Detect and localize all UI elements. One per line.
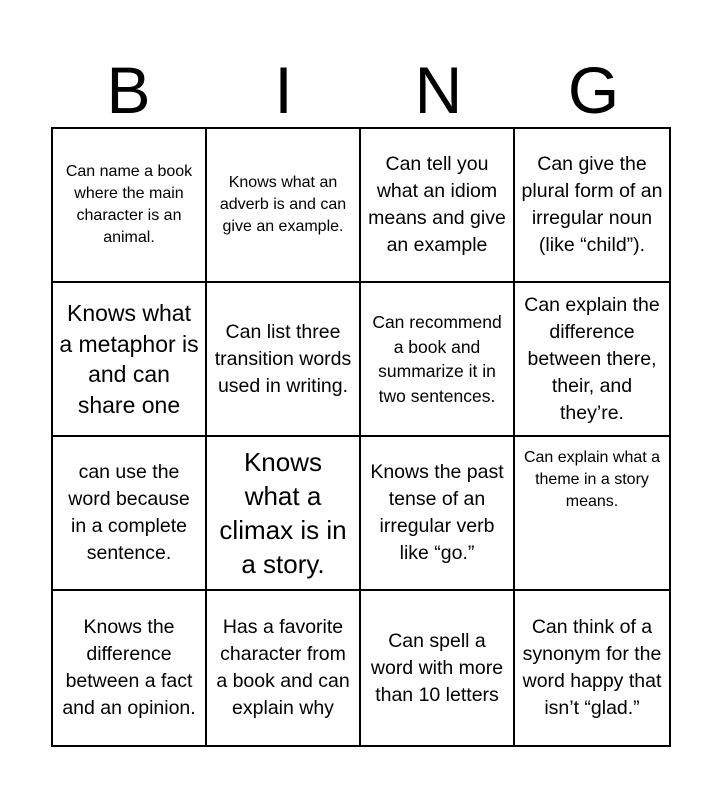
cell-text: Can explain what a theme in a story means.: [523, 449, 661, 510]
header-letter-g: G: [567, 53, 620, 127]
cell-text: Knows what an adverb is and can give an example.: [219, 174, 347, 235]
bingo-cell[interactable]: [207, 129, 361, 283]
bingo-cell[interactable]: [53, 437, 207, 591]
bingo-cell[interactable]: [515, 437, 669, 591]
cell-text: Can spell a word with more than 10 letters: [370, 629, 504, 706]
bingo-cell[interactable]: [361, 437, 515, 591]
cell-text: Knows the past tense of an irregular verb like “go.”: [370, 461, 504, 564]
cell-text: Can explain the difference between there, their, and they’re.: [524, 293, 660, 424]
bingo-cell[interactable]: [53, 591, 207, 745]
bingo-cell[interactable]: [207, 591, 361, 745]
bingo-cell[interactable]: [361, 129, 515, 283]
bingo-cell[interactable]: [361, 591, 515, 745]
cell-text: Can name a book where the main character is an animal.: [65, 163, 193, 246]
cell-text: Can list three transition words used in writing.: [214, 320, 352, 397]
cell-text: Can think of a synonym for the word happy that isn’t “glad.”: [522, 616, 662, 719]
cell-text: Can recommend a book and summarize it in two sentences.: [372, 312, 502, 406]
cell-text: Can give the plural form of an irregular noun (like “child”).: [521, 153, 663, 256]
header-letter-i: I: [274, 53, 293, 127]
cell-text: Has a favorite character from a book and can explain why: [216, 616, 350, 719]
bingo-grid: [51, 127, 671, 747]
bingo-cell[interactable]: [515, 591, 669, 745]
header-letter-b: B: [106, 53, 151, 127]
bingo-cell[interactable]: [207, 283, 361, 437]
bingo-cell[interactable]: [53, 129, 207, 283]
cell-text: can use the word because in a complete sentence.: [68, 461, 190, 564]
cell-text: Knows what a metaphor is and can share one: [59, 300, 199, 418]
bingo-cell[interactable]: [361, 283, 515, 437]
cell-text: Knows what a climax is in a story.: [219, 447, 347, 579]
cell-text: Can tell you what an idiom means and give an example: [368, 153, 506, 256]
header-letter-n: N: [414, 53, 463, 127]
bingo-cell[interactable]: [53, 283, 207, 437]
bingo-header: [51, 52, 671, 128]
bingo-cell[interactable]: [515, 283, 669, 437]
cell-text: Knows the difference between a fact and an opinion.: [62, 616, 196, 719]
bingo-cell[interactable]: [515, 129, 669, 283]
bingo-cell[interactable]: [207, 437, 361, 591]
